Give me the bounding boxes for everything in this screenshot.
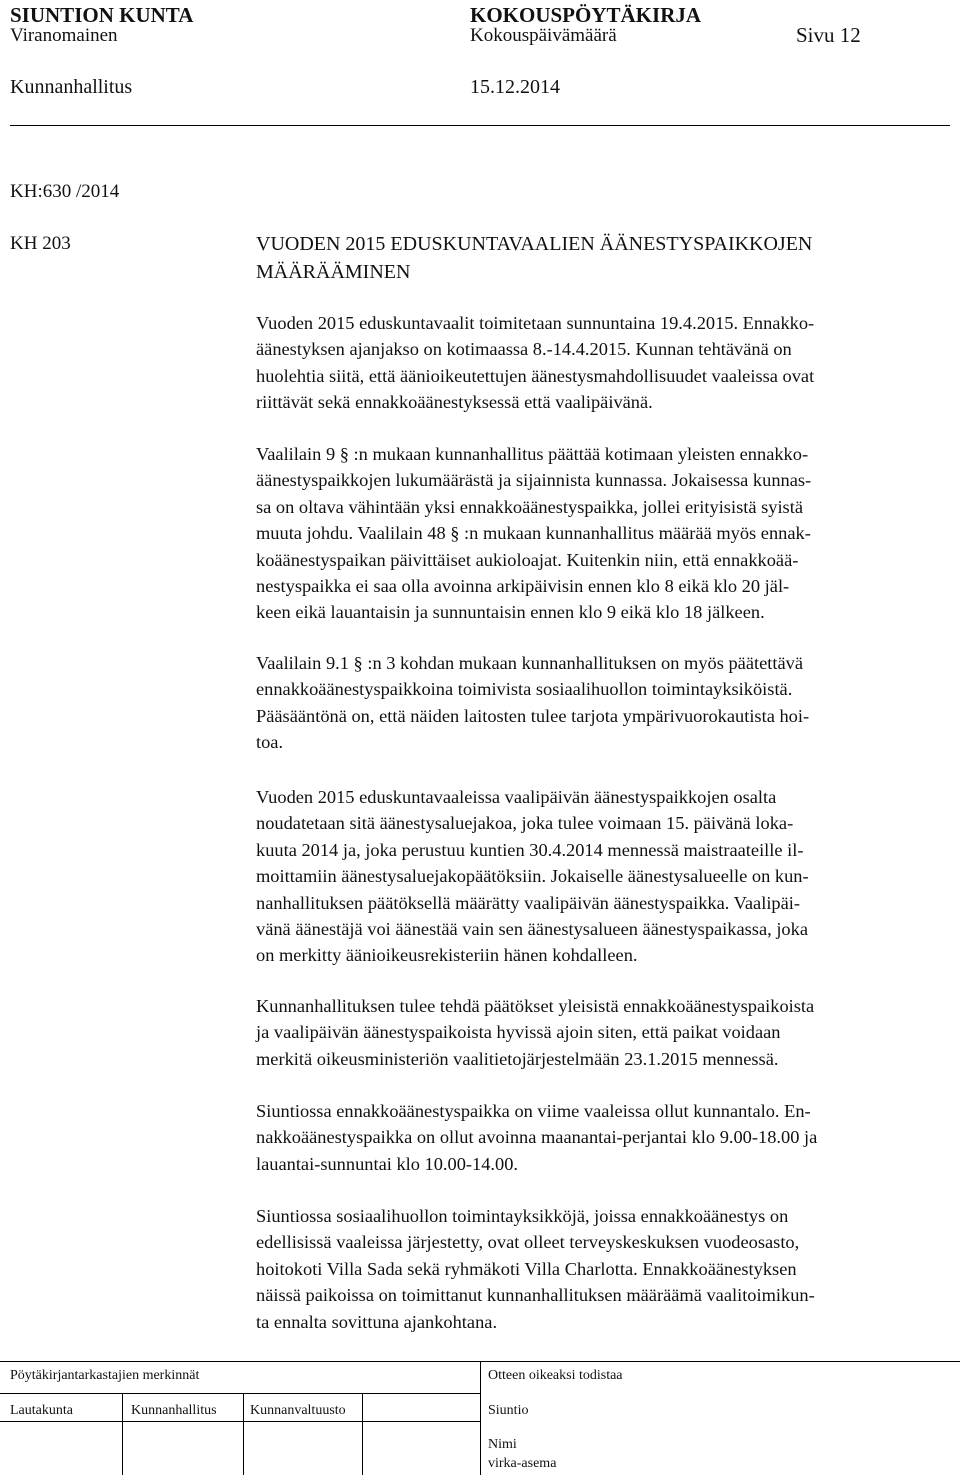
paragraph-line: Pääsääntönä on, että näiden laitosten tulee tarjota ympärivuorokautista hoi-: [256, 705, 810, 726]
paragraph-line: moittamiin äänestysaluejakopäätöksiin. Jokaiselle äänestysalueelle on kun-: [256, 866, 809, 887]
paragraph-line: Siuntiossa ennakkoäänestyspaikka on viime vaaleissa ollut kunnantalo. En-: [256, 1101, 811, 1121]
footer-col-rule: [122, 1394, 123, 1475]
header-divider: [10, 125, 950, 126]
paragraph-line: on merkitty äänioikeusrekisteriin hänen kohdalleen.: [256, 945, 638, 966]
document-type: KOKOUSPÖYTÄKIRJA: [470, 3, 702, 27]
organization-name: SIUNTION KUNTA: [10, 3, 194, 27]
paragraph-line: edellisissä vaaleissa järjestetty, ovat olleet terveyskeskuksen vuodeosasto,: [256, 1232, 800, 1253]
footer-position-label: virka-asema: [488, 1456, 557, 1471]
paragraph-line: Siuntiossa sosiaalihuollon toimintayksikköjä, joissa ennakkoäänestys on: [256, 1206, 789, 1226]
paragraph: [256, 1098, 956, 1177]
footer-divider: [480, 1361, 481, 1475]
paragraph-line: ja vaalipäivän äänestyspaikoista hyvissä ajoin siten, että paikat voidaan: [256, 1022, 781, 1043]
checkers-label: Pöytäkirjantarkastajien merkinnät: [10, 1368, 200, 1383]
paragraph-line: Vuoden 2015 eduskuntavaalit toimitetaan sunnuntaina 19.4.2015. Ennakko-: [256, 313, 815, 333]
paragraph-line: ta ennalta sovittuna ajankohtana.: [256, 1311, 498, 1332]
paragraph: [256, 1203, 956, 1335]
paragraph-line: Vuoden 2015 eduskuntavaaleissa vaalipäivän äänestyspaikkojen osalta: [256, 787, 777, 807]
footer-body-council: Kunnanvaltuusto: [250, 1403, 346, 1418]
paragraph: [256, 650, 956, 756]
footer-place: Siuntio: [488, 1403, 529, 1418]
paragraph-line: nestyspaikka ei saa olla avoinna arkipäivisin ennen klo 8 eikä klo 20 jäl-: [256, 576, 790, 597]
footer-name-label: Nimi: [488, 1437, 517, 1452]
paragraph-line: vänä äänestäjä voi äänestää vain sen äänestysalueen äänestyspaikassa, joka: [256, 919, 808, 940]
footer-col-rule: [362, 1394, 363, 1475]
paragraph-line: huolehtia siitä, että äänioikeutettujen äänestysmahdollisuudet vaaleissa ovat: [256, 365, 815, 386]
meeting-date-label: Kokouspäivämäärä: [470, 25, 617, 46]
item-number: KH 203: [10, 233, 71, 254]
paragraph-line: Vaalilain 9 § :n mukaan kunnanhallitus päättää kotimaan yleisten ennakko-: [256, 444, 809, 464]
paragraph-line: hoitokoti Villa Sada sekä ryhmäkoti Villa Charlotta. Ennakkoäänestyksen: [256, 1258, 797, 1279]
paragraph-line: Vaalilain 9.1 § :n 3 kohdan mukaan kunnanhallituksen on myös päätettävä: [256, 653, 803, 673]
paragraph-line: Kunnanhallituksen tulee tehdä päätökset yleisistä ennakkoäänestyspaikoista: [256, 996, 815, 1016]
paragraph-line: nanhallituksen päätöksellä määrätty vaalipäivän äänestyspaikka. Vaalipäi-: [256, 892, 801, 913]
footer-body-council-executive: Kunnanhallitus: [131, 1403, 217, 1418]
paragraph-line: riittävät sekä ennakkoäänestyksessä että vaalipäivänä.: [256, 392, 653, 413]
paragraph-line: ennakkoäänestyspaikkoina toimivista sosiaalihuollon toimintayksiköistä.: [256, 679, 793, 700]
footer-col-rule: [243, 1394, 244, 1475]
certified-label: Otteen oikeaksi todistaa: [488, 1368, 623, 1383]
paragraph-line: merkitä oikeusministeriön vaalitietojärjestelmään 23.1.2015 mennessä.: [256, 1048, 779, 1069]
paragraph: [256, 310, 956, 416]
item-title: [256, 230, 812, 286]
item-title-line: VUODEN 2015 EDUSKUNTAVAALIEN ÄÄNESTYSPAIKKOJEN: [256, 233, 813, 255]
authority-name: Kunnanhallitus: [10, 76, 133, 98]
paragraph-line: nakkoäänestyspaikka on ollut avoinna maanantai-perjantai klo 9.00-18.00 ja: [256, 1127, 818, 1148]
footer-label-rule: [0, 1393, 480, 1394]
meeting-date: 15.12.2014: [470, 76, 560, 98]
case-reference: KH:630 /2014: [10, 181, 120, 202]
footer-body-board: Lautakunta: [10, 1403, 73, 1418]
paragraph-line: toa.: [256, 732, 284, 753]
authority-label: Viranomainen: [10, 25, 118, 46]
paragraph-line: sa on oltava vähintään yksi ennakkoäänestyspaikka, jollei erityisistä syistä: [256, 496, 803, 517]
paragraph: [256, 441, 956, 626]
page-number: Sivu 12: [796, 23, 861, 47]
paragraph-line: kuuta 2014 ja, joka perustuu kuntien 30.4.2014 mennessä maistraateille il-: [256, 839, 804, 860]
paragraph: [256, 993, 956, 1072]
paragraph-line: lauantai-sunnuntai klo 10.00-14.00.: [256, 1153, 519, 1174]
paragraph-line: noudatetaan sitä äänestysaluejakoa, joka tulee voimaan 15. päivänä loka-: [256, 813, 794, 834]
paragraph-line: näissä paikoissa on toimittanut kunnanhallituksen määräämä vaalitoimikun-: [256, 1285, 815, 1306]
paragraph-line: muuta johdu. Vaalilain 48 § :n mukaan kunnanhallitus määrää myös ennak-: [256, 523, 811, 544]
paragraph: [256, 784, 956, 969]
paragraph-line: koäänestyspaikan päivittäiset aukioloajat. Kuitenkin niin, että ennakkoää-: [256, 549, 799, 570]
paragraph-line: keen eikä lauantaisin ja sunnuntaisin ennen klo 9 eikä klo 18 jälkeen.: [256, 602, 765, 623]
paragraph-line: äänestyspaikkojen lukumäärästä ja sijainnista kunnassa. Jokaisessa kunnas-: [256, 470, 812, 491]
paragraph-line: äänestyksen ajanjakso on kotimaassa 8.-14.4.2015. Kunnan tehtävänä on: [256, 339, 792, 360]
footer-row-rule: [0, 1421, 480, 1422]
item-title-line: MÄÄRÄÄMINEN: [256, 261, 411, 283]
